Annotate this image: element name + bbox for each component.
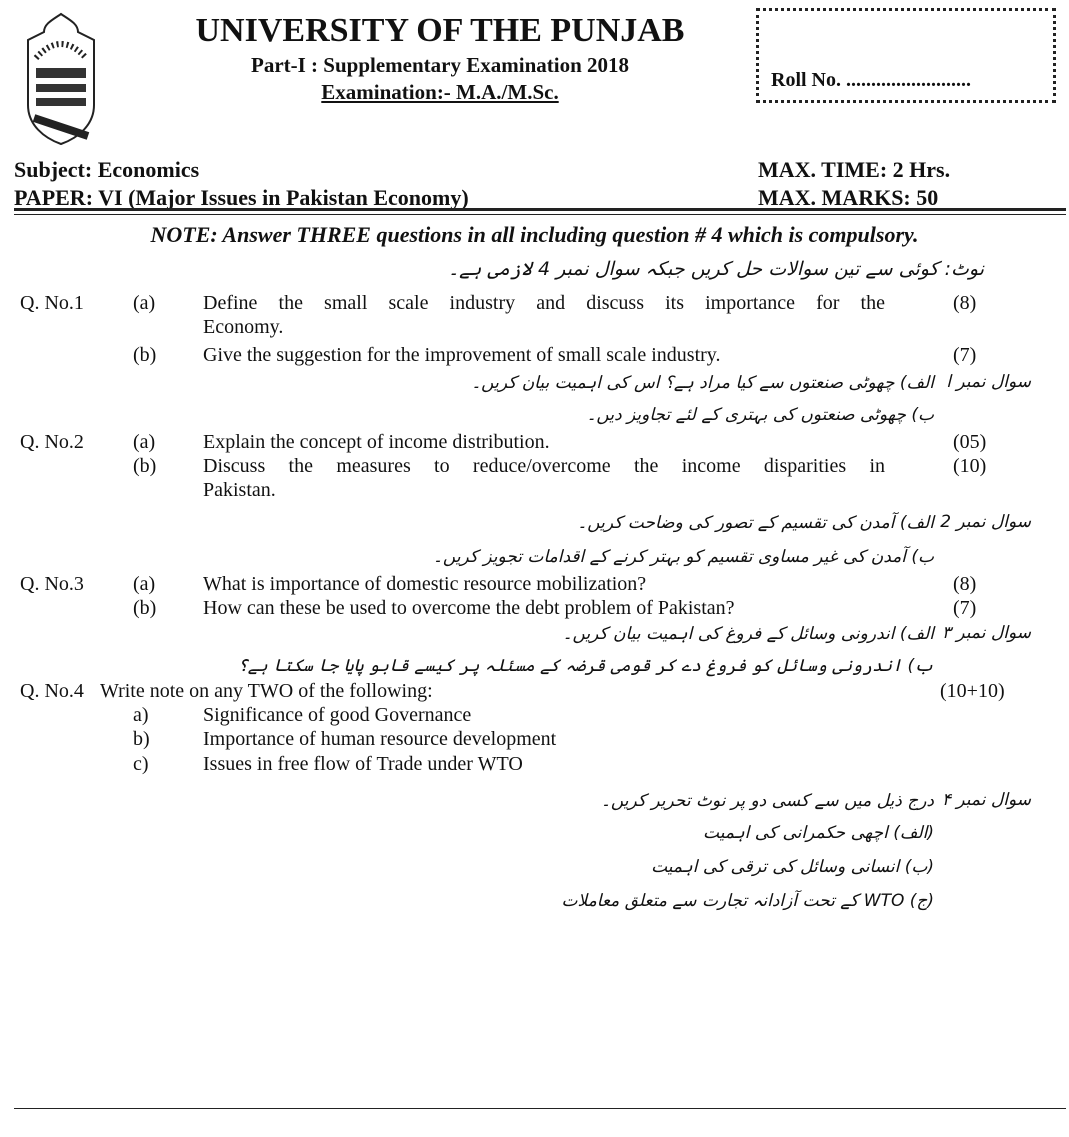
exam-name: Part-I : Supplementary Examination 2018	[251, 53, 629, 77]
max-time: MAX. TIME: 2 Hrs.	[758, 157, 951, 182]
urdu-question-label: سوال نمبر ۳	[941, 623, 1031, 643]
part-label: (b)	[133, 455, 157, 477]
max-marks: MAX. MARKS: 50	[758, 185, 939, 210]
question-text: Issues in free flow of Trade under WTO	[203, 753, 523, 775]
marks: (10)	[953, 455, 987, 477]
urdu-text: ب) اندرونی وسائل کو فروغ دے کر قومی قرضہ کے مسئلہ پر کیسے قابو پایا جا سکتا ہے؟	[237, 656, 934, 676]
urdu-text: ب) آمدن کی غیر مساوی تقسیم کو بہتر کرنے کے اقدامات تجویز کریں۔	[432, 547, 934, 567]
question-text: Significance of good Governance	[203, 704, 472, 726]
urdu-text: ب) چھوٹی صنعتوں کی بہتری کے لئے تجاویز دیں۔	[586, 405, 934, 425]
question-text: Economy.	[203, 316, 284, 338]
urdu-question-label: سوال نمبر 2	[940, 512, 1031, 532]
subject: Subject: Economics	[14, 157, 200, 182]
marks: (8)	[953, 292, 977, 314]
question-label: Q. No.2	[20, 431, 84, 453]
roll-number-label: Roll No. .........................	[771, 69, 971, 91]
question-text: What is importance of domestic resource mobilization?	[203, 573, 647, 595]
urdu-question-label: سوال نمبر ۴	[941, 790, 1031, 810]
urdu-text: درج ذیل میں سے کسی دو پر نوٹ تحریر کریں۔	[600, 791, 934, 811]
paper: PAPER: VI (Major Issues in Pakistan Economy)	[14, 185, 469, 210]
urdu-text: الف) چھوٹی صنعتوں سے کیا مراد ہے؟ اس کی اہمیت بیان کریں۔	[471, 373, 934, 393]
part-label: (a)	[133, 431, 156, 453]
marks: (7)	[953, 344, 977, 366]
question-label: Q. No.3	[20, 573, 84, 595]
question-text: Pakistan.	[203, 479, 276, 501]
urdu-text: (ب) انسانی وسائل کی ترقی کی اہمیت	[651, 857, 934, 877]
header-divider	[14, 208, 1066, 211]
header-divider	[14, 214, 1066, 215]
part-label: (a)	[133, 292, 156, 314]
question-text: Explain the concept of income distribution.	[203, 431, 550, 453]
question-text: Discuss the measures to reduce/overcome the income disparities in	[203, 455, 885, 477]
urdu-text: الف) آمدن کی تقسیم کے تصور کی وضاحت کریں۔	[577, 513, 934, 533]
urdu-text: (الف) اچھی حکمرانی کی اہمیت	[703, 823, 934, 843]
roll-number-box	[756, 8, 1056, 103]
question-text: Importance of human resource development	[203, 728, 557, 750]
footer-divider	[14, 1108, 1066, 1109]
question-text: Give the suggestion for the improvement of small scale industry.	[203, 344, 721, 366]
university-title: UNIVERSITY OF THE PUNJAB	[195, 12, 685, 49]
note-urdu: نوٹ: کوئی سے تین سوالات حل کریں جبکہ سوال نمبر 4 لازمی ہے۔	[448, 258, 984, 280]
part-label: (b)	[133, 344, 157, 366]
marks: (8)	[953, 573, 977, 595]
part-label: c)	[133, 753, 149, 775]
question-text: Write note on any TWO of the following:	[100, 680, 433, 702]
marks: (7)	[953, 597, 977, 619]
degree-name: Examination:- M.A./M.Sc.	[321, 80, 559, 104]
part-label: a)	[133, 704, 149, 726]
question-text: Define the small scale industry and discuss its importance for the	[203, 292, 885, 314]
marks: (05)	[953, 431, 987, 453]
urdu-text: (ج) WTO کے تحت آزادانہ تجارت سے متعلق معاملات	[561, 891, 934, 911]
urdu-text: الف) اندرونی وسائل کے فروغ کی اہمیت بیان کریں۔	[562, 624, 934, 644]
question-label: Q. No.4	[20, 680, 84, 702]
note-english: NOTE: Answer THREE questions in all including question # 4 which is compulsory.	[150, 222, 919, 247]
marks: (10+10)	[940, 680, 1005, 702]
part-label: (a)	[133, 573, 156, 595]
urdu-question-label: سوال نمبر ا	[946, 372, 1031, 392]
part-label: (b)	[133, 597, 157, 619]
question-label: Q. No.1	[20, 292, 84, 314]
question-text: How can these be used to overcome the debt problem of Pakistan?	[203, 597, 735, 619]
part-label: b)	[133, 728, 150, 750]
